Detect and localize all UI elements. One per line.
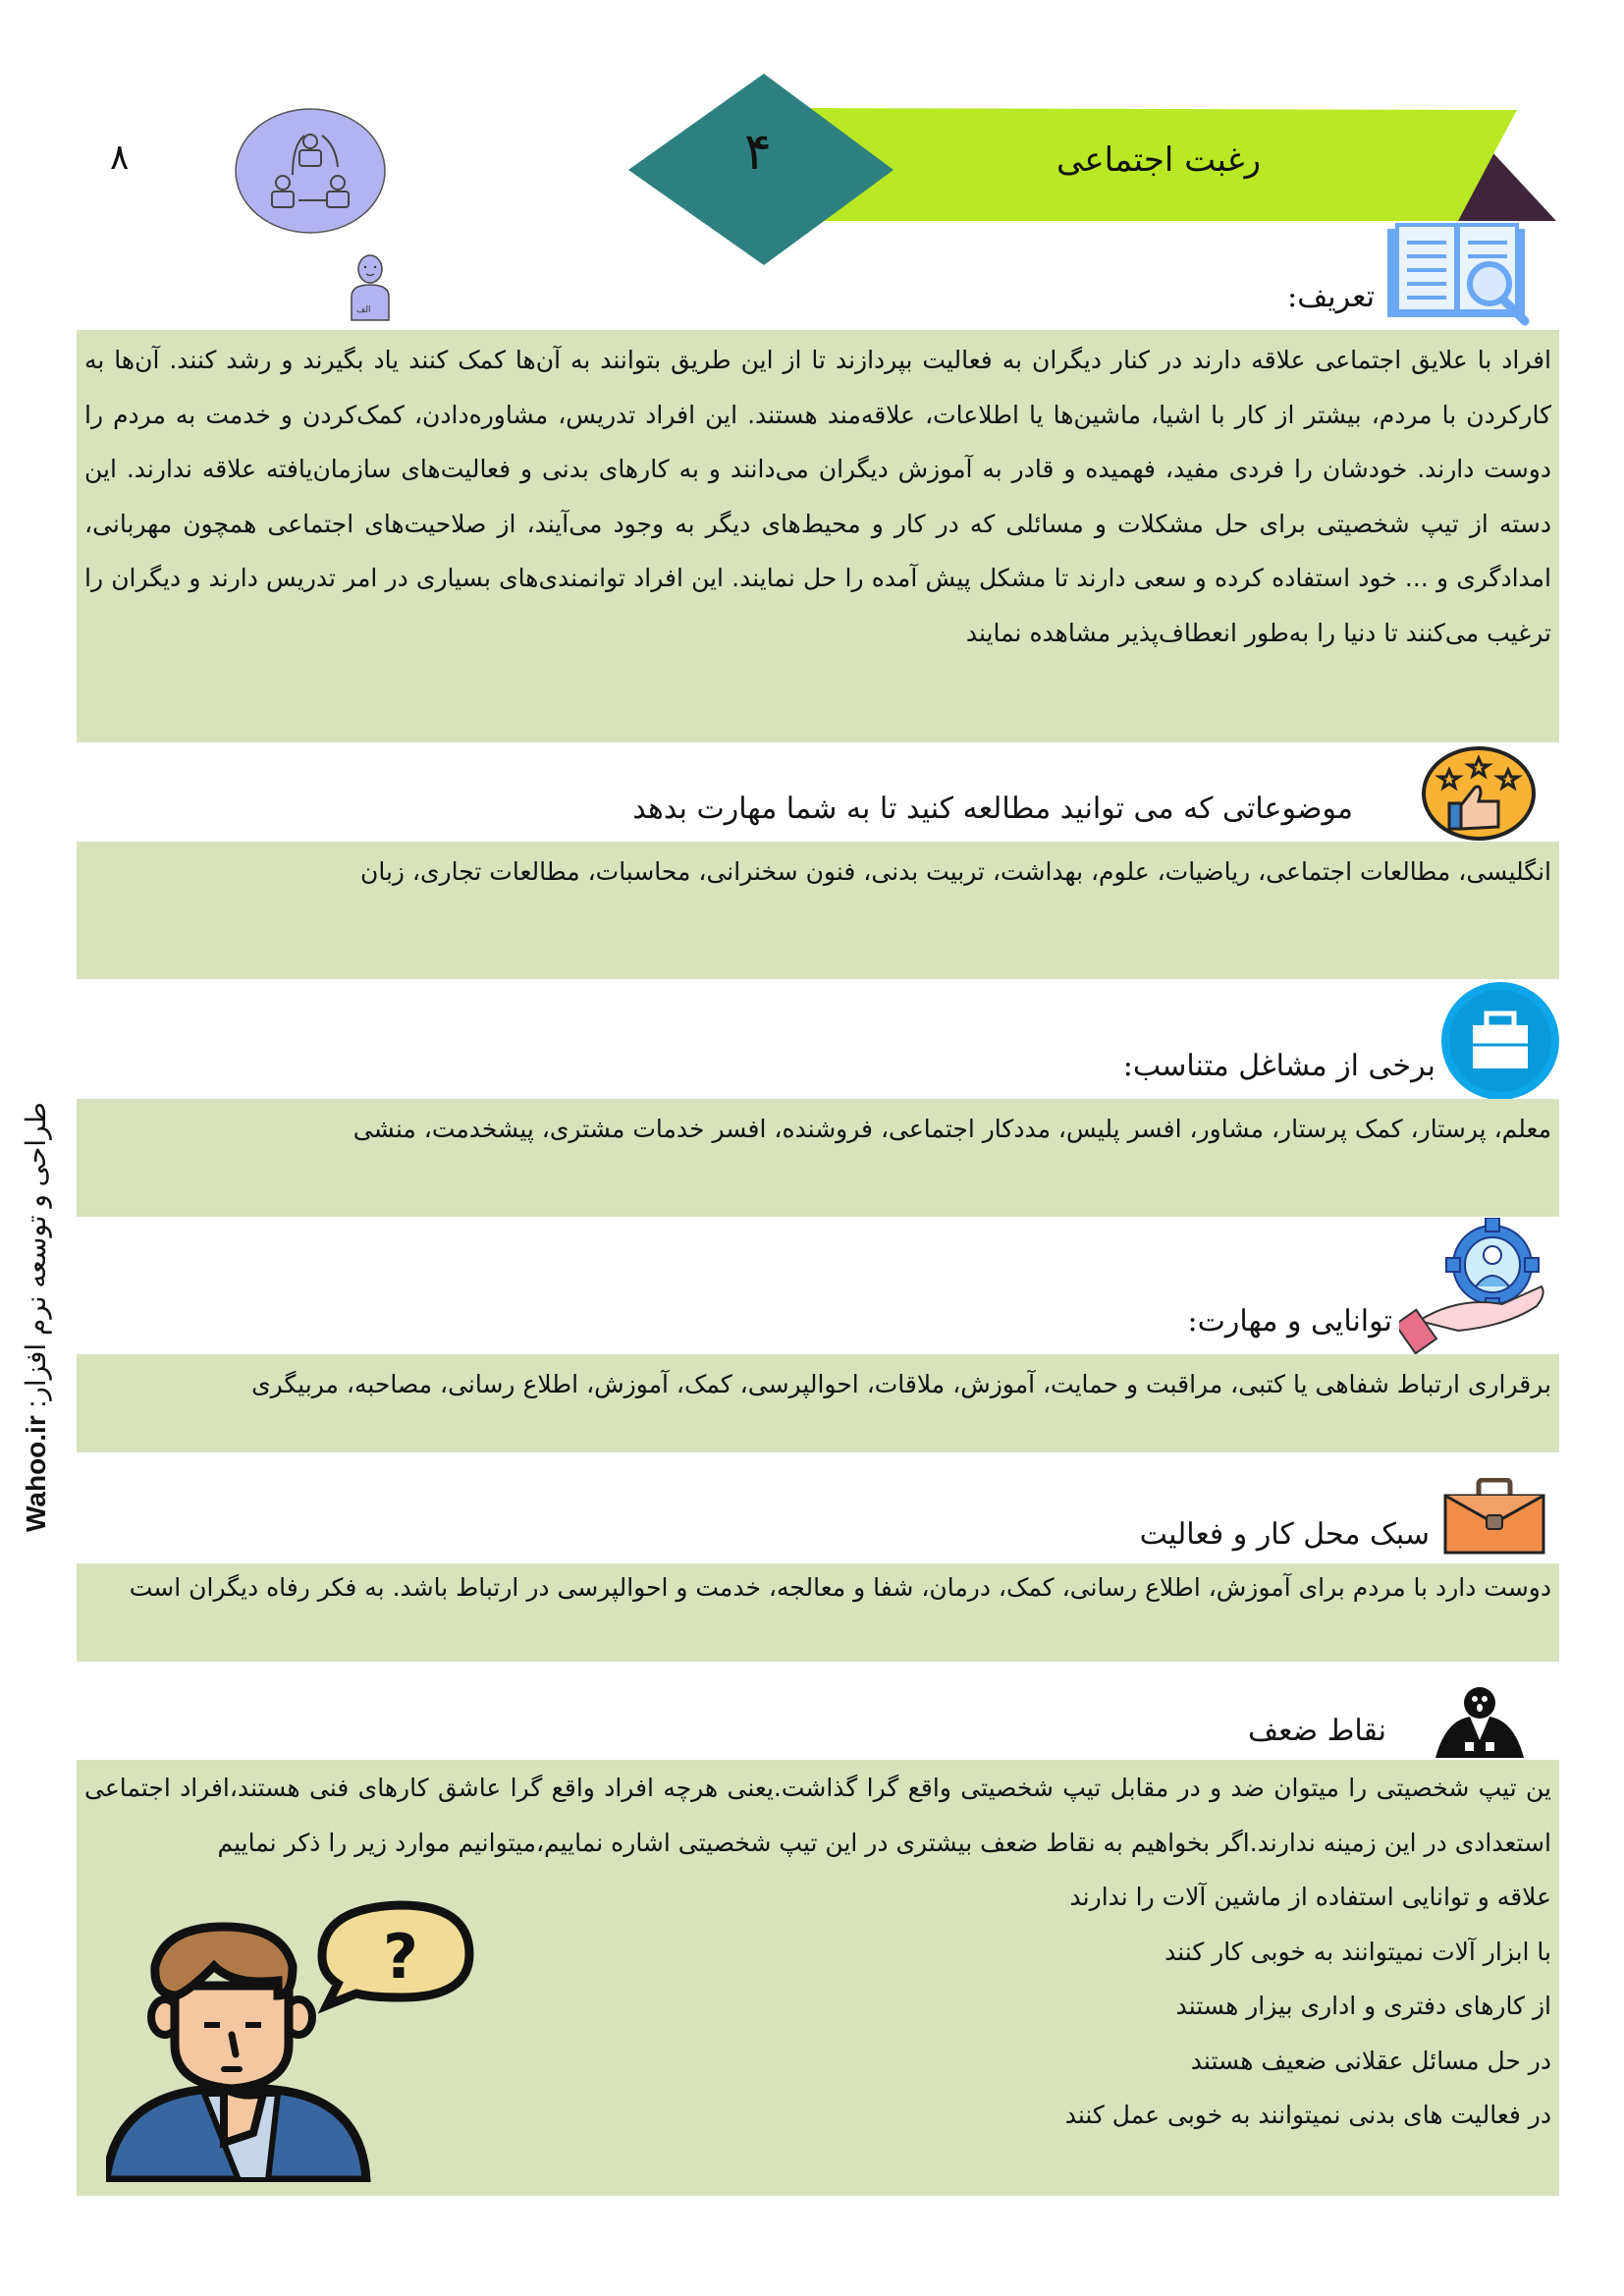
workstyle-text: دوست دارد با مردم برای آموزش، اطلاع رسانی، کمک، درمان، شفا و معالجه، خدمت و احوالپرسی در ارتباط باشد. به فکر رفاه دیگران است	[129, 1573, 1551, 1602]
svg-text:?: ?	[383, 1921, 418, 1993]
weakness-item: علاقه و توانایی استفاده از ماشین آلات را ندارند	[1069, 1883, 1551, 1911]
weaknesses-intro: ین تیپ شخصیتی را میتوان ضد و در مقابل تیپ شخصیتی واقع گرا گذاشت.یعنی هرچه افراد واقع گرا عاشق کارهای فنی هستند،افراد اجتماعی استعدادی در این زمینه ندارند.اگر بخواهیم به نقاط ضعف بیشتری در این تیپ شخصیتی اشاره نماییم،میتوانیم موارد زیر را ذکر نماییم	[84, 1774, 1551, 1857]
weaknesses-heading: نقاط ضعف	[1248, 1714, 1386, 1748]
workstyle-heading: سبک محل کار و فعالیت	[1139, 1517, 1430, 1552]
jobs-panel	[77, 1099, 1559, 1217]
stressed-person-icon	[1426, 1681, 1534, 1764]
watermark-label: طراحی و توسعه نرم افزار:	[21, 1102, 51, 1408]
jobs-heading: برخی از مشاغل متناسب:	[1122, 1049, 1435, 1083]
weakness-item: در فعالیت های بدنی نمیتوانند به خوبی عمل کنند	[1064, 2101, 1551, 2129]
weakness-item: در حل مسائل عقلانی ضعیف هستند	[1190, 2046, 1551, 2075]
subjects-panel	[77, 842, 1559, 979]
gear-hand-person-icon	[1399, 1218, 1556, 1359]
page-number: ۸	[110, 137, 130, 178]
weakness-item: با ابزار آلات نمیتوانند به خوبی کار کنند	[1164, 1937, 1551, 1966]
thinking-person-illustration	[106, 1887, 479, 2186]
subjects-text: انگلیسی، مطالعات اجتماعی، ریاضیات، علوم، بهداشت، تربیت بدنی، فنون سخنرانی، محاسبات، مطالعات تجاری، زبان	[359, 857, 1551, 886]
skills-panel	[77, 1354, 1559, 1452]
briefcase-circle-icon	[1439, 980, 1561, 1106]
skills-heading: توانایی و مهارت:	[1187, 1304, 1392, 1339]
weaknesses-panel	[77, 1760, 1559, 2196]
group-cycle-icon	[234, 106, 391, 238]
briefcase-icon	[1441, 1478, 1547, 1560]
chapter-title: رغبت اجتماعی	[1056, 140, 1262, 180]
watermark-site: Wahoo.ir	[21, 1415, 51, 1532]
definition-heading: تعریف:	[1287, 280, 1375, 314]
book-search-icon	[1380, 221, 1556, 333]
person-alef-icon	[346, 253, 395, 326]
definition-panel	[77, 330, 1559, 742]
workstyle-panel	[77, 1563, 1559, 1662]
side-watermark	[20, 1102, 52, 1532]
svg-text:الف: الف	[356, 305, 371, 315]
skills-text: برقراری ارتباط شفاهی یا کتبی، مراقبت و حمایت، آموزش، ملاقات، احوالپرسی، کمک، آموزش، اطلاع رسانی، مصاحبه، مربیگری	[251, 1370, 1551, 1398]
chapter-number: ۴	[744, 123, 772, 182]
jobs-text: معلم، پرستار، کمک پرستار، مشاور، افسر پلیس، مددکار اجتماعی، فروشنده، افسر خدمات مشتری، پیشخدمت، منشی	[352, 1115, 1551, 1143]
subjects-heading: موضوعاتی که می توانید مطالعه کنید تا به شما مهارت بدهد	[632, 792, 1353, 826]
weakness-item: از کارهای دفتری و اداری بیزار هستند	[1175, 1992, 1551, 2020]
definition-text: افراد با علایق اجتماعی علاقه دارند در کنار دیگران به فعالیت بپردازند تا از این طریق بتوانند به آن‌ها کمک کنند یاد بگیرند و رشد کنند. آن‌ها به کارکردن با مردم، بیشتر از کار با اشیا، ماشین‌ها یا اطلاعات، علاقه‌مند هستند. این افراد تدریس، مشاوره‌دادن، کمک‌کردن و خدمت به مردم را دوست دارند. خودشان را فردی مفید، فهمیده و قادر به آموزش دیگران می‌دانند و به کارهای بدنی و فعالیت‌های سازمان‌یافته علاقه ندارند. این دسته از تیپ شخصیتی برای حل مشکلات و مسائلی که در کار و محیط‌های دیگر به وجود می‌آیند، از صلاحیت‌های اجتماعی همچون مهربانی، امدادگری و ... خود استفاده کرده و سعی دارند تا مشکل پیش آمده را حل نمایند. این افراد توانمندی‌های بسیاری در امر تدریس دارند و دیگران را ترغیب می‌کنند تا دنیا را به‌طور انعطاف‌پذیر مشاهده نمایند	[84, 346, 1551, 647]
thumbs-up-stars-icon	[1420, 744, 1538, 847]
